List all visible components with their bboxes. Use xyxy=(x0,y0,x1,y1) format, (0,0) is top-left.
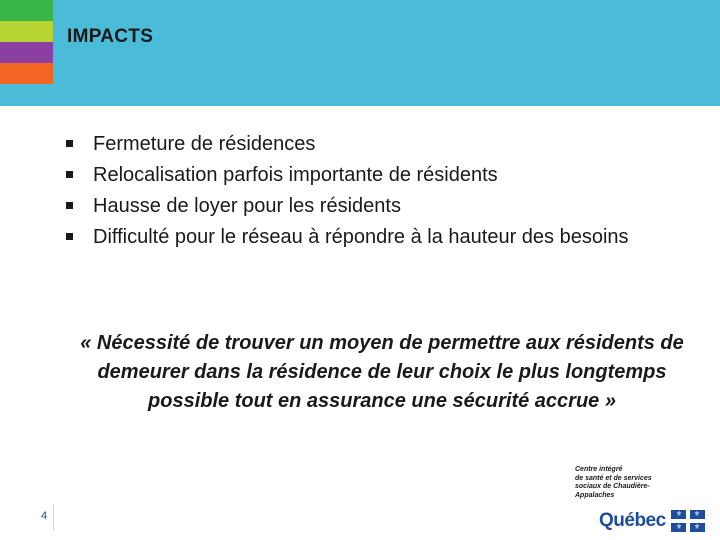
bullet-list xyxy=(66,129,666,253)
bullet-text: Fermeture de résidences xyxy=(93,133,316,155)
bullet-item xyxy=(66,160,666,191)
bullet-item xyxy=(66,129,666,160)
fleurdelise-flag-icon xyxy=(671,510,705,532)
bullet-text: Difficulté pour le réseau à répondre à la hauteur des besoins xyxy=(93,226,629,248)
quote-text: « Nécessité de trouver un moyen de permettre aux résidents de demeurer dans la résidence de leur choix le plus longtemps possible tout en assurance une sécurité accrue » xyxy=(80,332,684,412)
fleur-de-lis-icon: ⚜ xyxy=(675,511,683,518)
fleur-de-lis-icon: ⚜ xyxy=(693,511,701,518)
stripe-lime xyxy=(0,21,53,42)
fleur-de-lis-icon: ⚜ xyxy=(675,524,683,531)
stripe-green xyxy=(0,0,53,21)
slide-title: IMPACTS xyxy=(67,26,154,47)
bullet-item xyxy=(66,191,666,222)
bullet-text: Hausse de loyer pour les résidents xyxy=(93,195,401,217)
quebec-wordmark: Québec xyxy=(599,510,666,531)
header-band xyxy=(0,0,720,106)
organization-logo xyxy=(575,466,705,532)
stripe-purple xyxy=(0,42,53,63)
page-number: 4 xyxy=(41,510,48,522)
flag-cross-horizontal xyxy=(671,519,705,523)
fleur-de-lis-icon: ⚜ xyxy=(693,524,701,531)
footer-divider xyxy=(53,504,54,530)
stripe-blue xyxy=(0,84,53,105)
color-stripes xyxy=(0,0,53,106)
stripe-orange xyxy=(0,63,53,84)
bullet-item xyxy=(66,222,666,253)
bullet-text: Relocalisation parfois importante de résidents xyxy=(93,164,498,186)
square-bullet-icon xyxy=(66,233,73,240)
organization-name: Centre intégré de santé et de services sociaux de Chaudière- Appalaches xyxy=(575,466,652,499)
square-bullet-icon xyxy=(66,171,73,178)
square-bullet-icon xyxy=(66,140,73,147)
square-bullet-icon xyxy=(66,202,73,209)
